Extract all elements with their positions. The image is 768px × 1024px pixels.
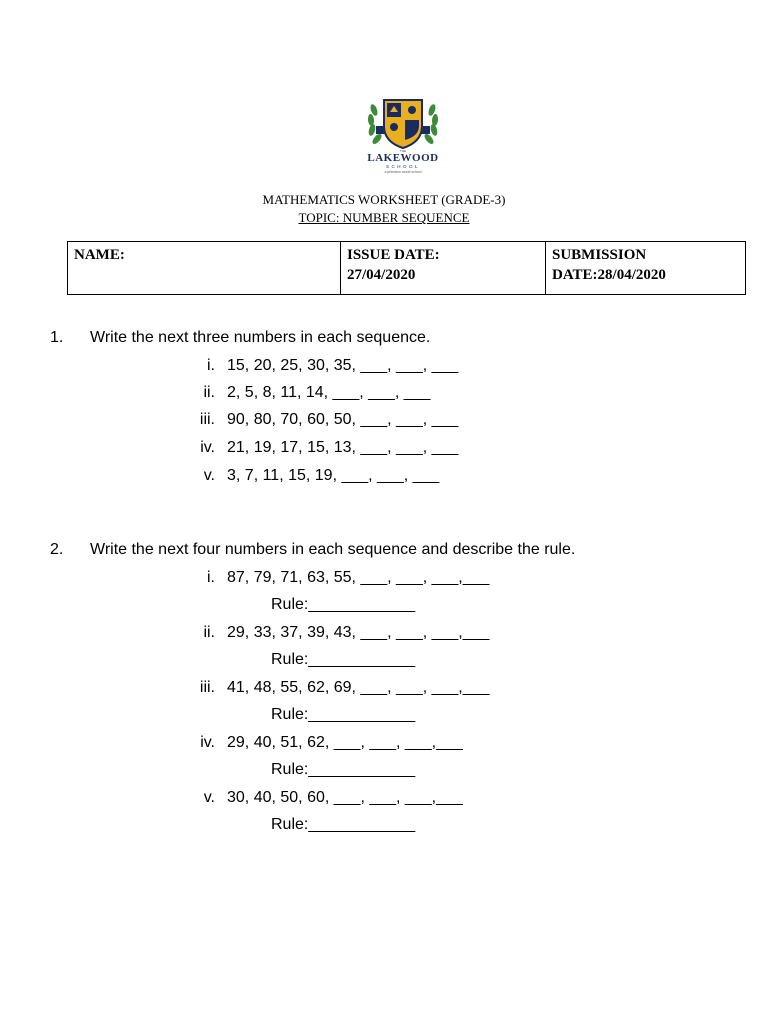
topic-text: TOPIC: NUMBER SEQUENCE: [298, 210, 470, 225]
question-1-text: Write the next three numbers in each sequence.: [90, 329, 431, 346]
q2-item-roman: i.: [207, 569, 215, 586]
q1-item-roman: v.: [203, 467, 215, 484]
q1-item-roman: ii.: [203, 384, 215, 401]
question-2-text: Write the next four numbers in each sequence and describe the rule.: [90, 541, 576, 558]
q2-item-roman: iii.: [199, 679, 215, 696]
submission-date-value: DATE:28/04/2020: [552, 267, 666, 283]
school-name: LAKEWOOD: [367, 152, 439, 164]
name-cell: [68, 242, 341, 294]
q1-item-sequence: 2, 5, 8, 11, 14, ___, ___, ___: [227, 384, 431, 401]
q1-item-sequence: 90, 80, 70, 60, 50, ___, ___, ___: [227, 411, 459, 428]
submission-label: SUBMISSION: [552, 247, 647, 263]
q1-item-sequence: 21, 19, 17, 15, 13, ___, ___, ___: [227, 439, 459, 456]
issue-date-value: 27/04/2020: [347, 267, 416, 283]
school-logo-text: [360, 150, 446, 175]
student-info-table: [67, 241, 746, 295]
q2-item-roman: iv.: [200, 734, 215, 751]
q1-item-sequence: 15, 20, 25, 30, 35, ___, ___, ___: [227, 357, 459, 374]
q2-item-sequence: 87, 79, 71, 63, 55, ___, ___, ___,___: [227, 569, 490, 586]
school-prefix: THE: [400, 149, 406, 153]
issue-date-label: ISSUE DATE:: [347, 247, 440, 263]
issue-date-cell: [341, 242, 546, 294]
q2-item-rule: Rule:____________: [271, 706, 416, 723]
q2-item-rule: Rule:____________: [271, 651, 416, 668]
q2-item-roman: v.: [203, 789, 215, 806]
question-2-number: 2.: [50, 541, 64, 558]
school-sub: SCHOOL: [385, 164, 420, 169]
q2-item-sequence: 29, 33, 37, 39, 43, ___, ___, ___,___: [227, 624, 490, 641]
q2-item-roman: ii.: [203, 624, 215, 641]
name-label: NAME:: [74, 247, 125, 263]
worksheet-topic: [0, 210, 768, 226]
submission-date-cell: [546, 242, 745, 294]
q2-item-rule: Rule:____________: [271, 816, 416, 833]
q2-item-sequence: 29, 40, 51, 62, ___, ___, ___,___: [227, 734, 463, 751]
q1-item-roman: iv.: [200, 439, 215, 456]
question-1-number: 1.: [50, 329, 64, 346]
q1-item-roman: i.: [207, 357, 215, 374]
school-tagline: a premium world school: [384, 170, 422, 174]
worksheet-title: MATHEMATICS WORKSHEET (GRADE-3): [262, 192, 506, 207]
q2-item-rule: Rule:____________: [271, 596, 416, 613]
q1-item-roman: iii.: [199, 411, 215, 428]
q2-item-sequence: 41, 48, 55, 62, 69, ___, ___, ___,___: [227, 679, 490, 696]
q2-item-rule: Rule:____________: [271, 761, 416, 778]
q1-item-sequence: 3, 7, 11, 15, 19, ___, ___, ___: [227, 467, 440, 484]
q2-item-sequence: 30, 40, 50, 60, ___, ___, ___,___: [227, 789, 463, 806]
